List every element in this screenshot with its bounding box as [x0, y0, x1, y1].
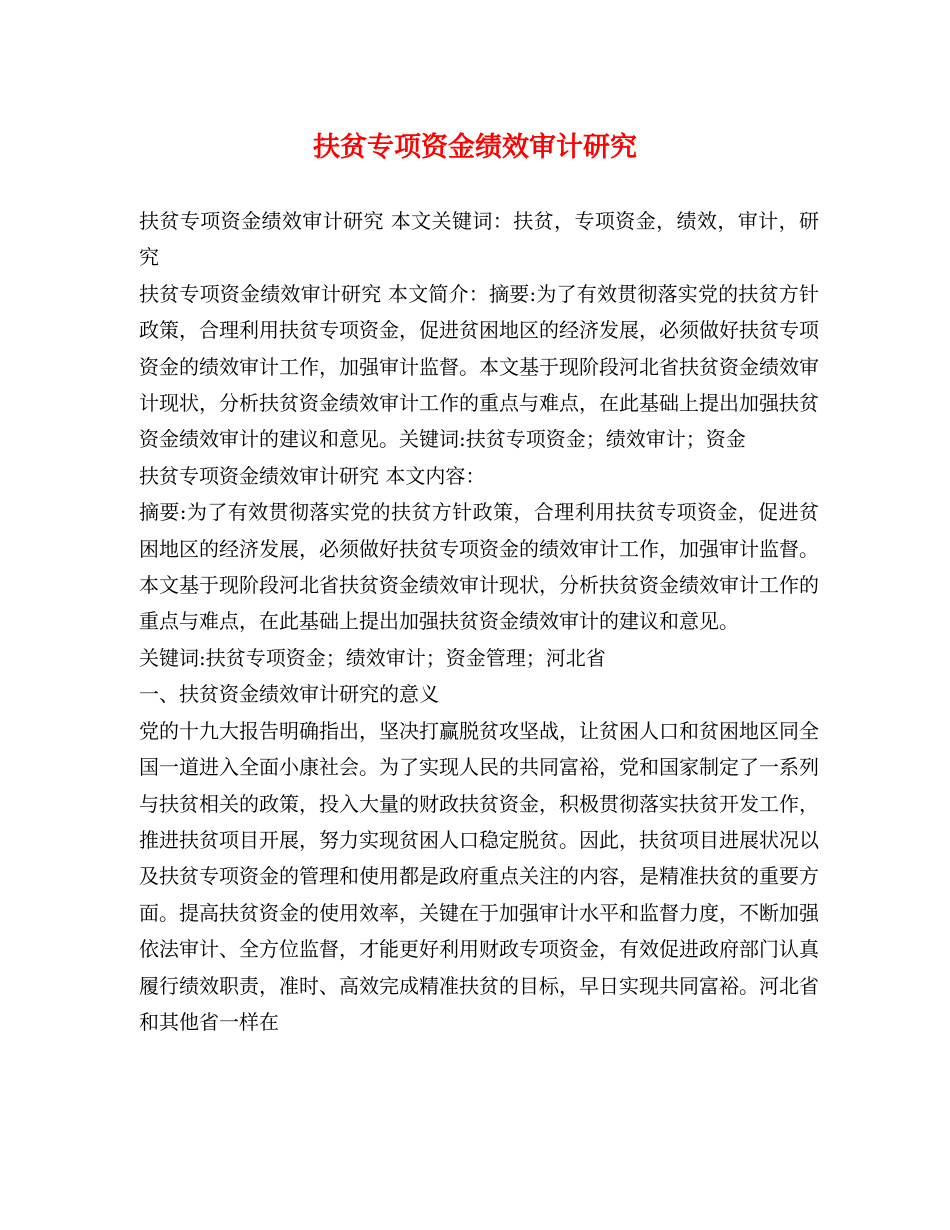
- body-paragraph: 党的十九大报告明确指出，坚决打赢脱贫攻坚战，让贫困人口和贫困地区同全国一道进入全面小康社会。为了实现人民的共同富裕，党和国家制定了一系列与扶贫相关的政策，投入大量的财政扶贫资金，积极贯彻落实扶贫开发工作，推进扶贫项目开展，努力实现贫困人口稳定脱贫。因此，扶贫项目进展状况以及扶贫专项资金的管理和使用都是政府重点关注的内容，是精准扶贫的重要方面。提高扶贫资金的使用效率，关键在于加强审计水平和监督力度，不断加强依法审计、全方位监督，才能更好利用财政专项资金，有效促进政府部门认真履行绩效职责，准时、高效完成精准扶贫的目标，早日实现共同富裕。河北省和其他省一样在: [139, 718, 819, 1034]
- abstract-paragraph: 摘要:为了有效贯彻落实党的扶贫方针政策，合理利用扶贫专项资金，促进贫困地区的经济发展，必须做好扶贫专项资金的绩效审计工作，加强审计监督。本文基于现阶段河北省扶贫资金绩效审计现状，分析扶贫资金绩效审计工作的重点与难点，在此基础上提出加强扶贫资金绩效审计的建议和意见。: [139, 500, 819, 634]
- content-heading: 扶贫专项资金绩效审计研究 本文内容：: [139, 463, 486, 488]
- document-body: [139, 203, 819, 1040]
- document-title: 扶贫专项资金绩效审计研究: [313, 132, 637, 163]
- keywords-paragraph: 关键词:扶贫专项资金；绩效审计；资金管理；河北省: [139, 645, 606, 670]
- keywords-line: 扶贫专项资金绩效审计研究 本文关键词：扶贫，专项资金，绩效，审计，研究: [139, 209, 819, 270]
- section-heading: 一、扶贫资金绩效审计研究的意义: [139, 682, 439, 707]
- summary-paragraph: 扶贫专项资金绩效审计研究 本文简介：摘要:为了有效贯彻落实党的扶贫方针政策，合理利用扶贫专项资金，促进贫困地区的经济发展，必须做好扶贫专项资金的绩效审计工作，加强审计监督。本文基于现阶段河北省扶贫资金绩效审计现状，分析扶贫资金绩效审计工作的重点与难点，在此基础上提出加强扶贫资金绩效审计的建议和意见。关键词:扶贫专项资金；绩效审计；资金: [139, 281, 819, 452]
